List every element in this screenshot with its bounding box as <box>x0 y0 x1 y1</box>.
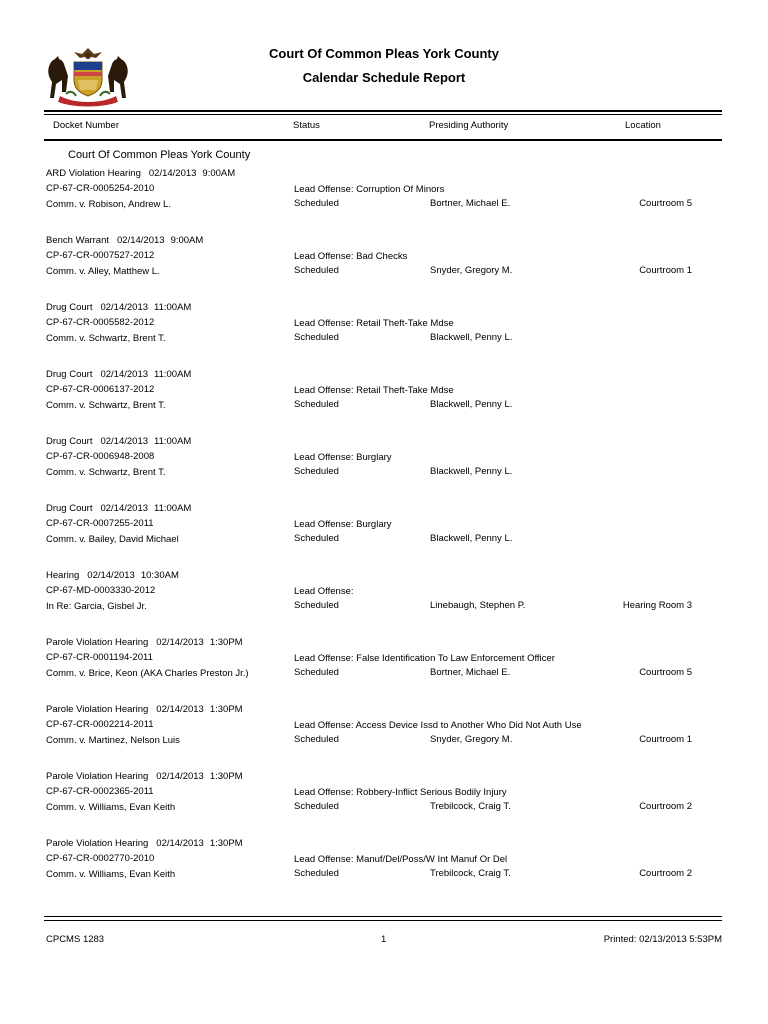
entry-lead-offense: Lead Offense: Corruption Of Minors <box>294 184 445 195</box>
entry-date: 02/14/2013 <box>87 570 135 581</box>
entry-location: Courtroom 5 <box>639 198 692 209</box>
entry-docket-number: CP-67-CR-0002365-2011 <box>46 786 154 797</box>
entry-location: Courtroom 2 <box>639 801 692 812</box>
entry-date: 02/14/2013 <box>117 235 165 246</box>
entry-caption: Comm. v. Schwartz, Brent T. <box>46 467 166 478</box>
entry-time: 11:00AM <box>154 302 192 313</box>
column-header-status: Status <box>293 120 320 131</box>
entry-event: Drug Court <box>46 436 93 447</box>
entry-date: 02/14/2013 <box>100 369 149 380</box>
entry-presiding-authority: Blackwell, Penny L. <box>430 533 513 544</box>
entry-event: Drug Court <box>46 503 93 514</box>
entry-lead-offense: Lead Offense: Access Device Issd to Another Who Did Not Auth Use <box>294 720 582 731</box>
entry-status: Scheduled <box>294 265 339 276</box>
entry-status: Scheduled <box>294 801 339 812</box>
entry-status: Scheduled <box>294 533 339 544</box>
column-header-location: Location <box>625 120 661 131</box>
footer-divider-top <box>44 916 722 917</box>
column-header-docket-number: Docket Number <box>53 120 119 131</box>
entry-caption: Comm. v. Schwartz, Brent T. <box>46 400 166 411</box>
entry-event: Parole Violation Hearing <box>46 838 149 849</box>
entry-presiding-authority: Trebilcock, Craig T. <box>430 868 511 879</box>
entry-event-line <box>46 637 243 648</box>
header-divider-bottom <box>44 139 722 141</box>
entry-event: Bench Warrant <box>46 235 110 246</box>
entry-lead-offense: Lead Offense: Burglary <box>294 452 392 463</box>
entry-location: Hearing Room 3 <box>622 600 692 611</box>
entry-presiding-authority: Trebilcock, Craig T. <box>430 801 511 812</box>
entry-time: 1:30PM <box>209 704 243 715</box>
entry-event-line <box>46 503 191 514</box>
entry-event: Parole Violation Hearing <box>46 704 149 715</box>
entry-location: Courtroom 2 <box>639 868 692 879</box>
court-subheading: Court Of Common Pleas York County <box>68 149 251 161</box>
entry-caption: Comm. v. Schwartz, Brent T. <box>46 333 166 344</box>
entry-event-line <box>46 436 191 447</box>
entry-status: Scheduled <box>294 734 339 745</box>
entry-time: 1:30PM <box>209 838 243 849</box>
entry-status: Scheduled <box>294 600 339 611</box>
entry-lead-offense: Lead Offense: Robbery-Inflict Serious Bodily Injury <box>294 787 507 798</box>
entry-lead-offense: Lead Offense: Bad Checks <box>294 251 408 262</box>
entry-docket-number: CP-67-CR-0001194-2011 <box>46 652 153 663</box>
entry-event-line <box>46 838 243 849</box>
footer-divider-inner <box>44 920 722 921</box>
entry-time: 9:00AM <box>170 235 204 246</box>
entry-lead-offense: Lead Offense: <box>294 586 354 597</box>
entry-presiding-authority: Snyder, Gregory M. <box>430 265 513 276</box>
entry-location: Courtroom 5 <box>639 667 692 678</box>
entry-event-line <box>46 235 203 246</box>
entry-event-line <box>46 168 235 179</box>
entry-event: Hearing <box>46 570 80 581</box>
entry-status: Scheduled <box>294 399 339 410</box>
entry-caption: Comm. v. Williams, Evan Keith <box>46 802 176 813</box>
entry-lead-offense: Lead Offense: Manuf/Del/Poss/W Int Manuf Or Del <box>294 854 508 865</box>
entry-time: 1:30PM <box>209 771 243 782</box>
entry-presiding-authority: Linebaugh, Stephen P. <box>430 600 526 611</box>
entry-presiding-authority: Blackwell, Penny L. <box>430 399 513 410</box>
entry-lead-offense: Lead Offense: Retail Theft-Take Mdse <box>294 385 454 396</box>
entry-date: 02/14/2013 <box>100 503 149 514</box>
entry-docket-number: CP-67-CR-0005582-2012 <box>46 317 155 328</box>
entry-lead-offense: Lead Offense: Retail Theft-Take Mdse <box>294 318 454 329</box>
entry-event-line <box>46 570 179 581</box>
entry-docket-number: CP-67-CR-0007527-2012 <box>46 250 155 261</box>
entry-lead-offense: Lead Offense: Burglary <box>294 519 392 530</box>
entry-location: Courtroom 1 <box>639 265 692 276</box>
footer-form-id: CPCMS 1283 <box>46 934 105 945</box>
report-court-title: Court Of Common Pleas York County <box>269 46 499 61</box>
entry-lead-offense: Lead Offense: False Identification To Law Enforcement Officer <box>294 653 555 664</box>
entry-event-line <box>46 771 243 782</box>
entry-docket-number: CP-67-CR-0002214-2011 <box>46 719 154 730</box>
entry-presiding-authority: Snyder, Gregory M. <box>430 734 513 745</box>
entry-time: 11:00AM <box>154 503 192 514</box>
entry-docket-number: CP-67-MD-0003330-2012 <box>46 585 156 596</box>
entry-caption: Comm. v. Williams, Evan Keith <box>46 869 176 880</box>
entry-event: Parole Violation Hearing <box>46 771 149 782</box>
entry-caption: Comm. v. Martinez, Nelson Luis <box>46 735 180 746</box>
entry-presiding-authority: Blackwell, Penny L. <box>430 332 513 343</box>
entry-caption: Comm. v. Alley, Matthew L. <box>46 266 160 277</box>
footer-page-number: 1 <box>381 934 387 945</box>
entry-caption: In Re: Garcia, Gisbel Jr. <box>46 601 147 612</box>
entry-event-line <box>46 704 243 715</box>
entry-date: 02/14/2013 <box>156 704 204 715</box>
entry-date: 02/14/2013 <box>100 436 149 447</box>
entry-docket-number: CP-67-CR-0007255-2011 <box>46 518 154 529</box>
entry-status: Scheduled <box>294 667 339 678</box>
entry-presiding-authority: Bortner, Michael E. <box>430 667 511 678</box>
column-header-presiding-authority: Presiding Authority <box>429 120 509 131</box>
entry-caption: Comm. v. Brice, Keon (AKA Charles Preston Jr.) <box>46 668 249 679</box>
entry-caption: Comm. v. Bailey, David Michael <box>46 534 179 545</box>
entry-docket-number: CP-67-CR-0006137-2012 <box>46 384 155 395</box>
entry-time: 9:00AM <box>202 168 236 179</box>
header-divider-top-inner <box>44 114 722 115</box>
entry-status: Scheduled <box>294 868 339 879</box>
entry-status: Scheduled <box>294 466 339 477</box>
entry-event: ARD Violation Hearing <box>46 168 141 179</box>
entry-time: 11:00AM <box>154 436 192 447</box>
entry-event-line <box>46 369 191 380</box>
entry-presiding-authority: Blackwell, Penny L. <box>430 466 513 477</box>
entry-time: 11:00AM <box>154 369 192 380</box>
header-divider-top <box>44 110 722 112</box>
entry-presiding-authority: Bortner, Michael E. <box>430 198 511 209</box>
entry-date: 02/14/2013 <box>148 168 197 179</box>
entry-date: 02/14/2013 <box>156 637 204 648</box>
entry-status: Scheduled <box>294 198 339 209</box>
footer-printed-timestamp: Printed: 02/13/2013 5:53PM <box>603 934 722 945</box>
entry-event: Drug Court <box>46 302 93 313</box>
entry-event: Drug Court <box>46 369 93 380</box>
entry-location: Courtroom 1 <box>639 734 692 745</box>
entry-time: 1:30PM <box>209 637 243 648</box>
entry-docket-number: CP-67-CR-0005254-2010 <box>46 183 155 194</box>
entry-status: Scheduled <box>294 332 339 343</box>
entry-docket-number: CP-67-CR-0006948-2008 <box>46 451 155 462</box>
entry-time: 10:30AM <box>140 570 179 581</box>
entry-docket-number: CP-67-CR-0002770-2010 <box>46 853 155 864</box>
entry-caption: Comm. v. Robison, Andrew L. <box>46 199 171 210</box>
entry-date: 02/14/2013 <box>156 838 204 849</box>
entry-date: 02/14/2013 <box>100 302 149 313</box>
entry-date: 02/14/2013 <box>156 771 204 782</box>
entry-event: Parole Violation Hearing <box>46 637 149 648</box>
entry-event-line <box>46 302 191 313</box>
report-title: Calendar Schedule Report <box>302 70 466 85</box>
